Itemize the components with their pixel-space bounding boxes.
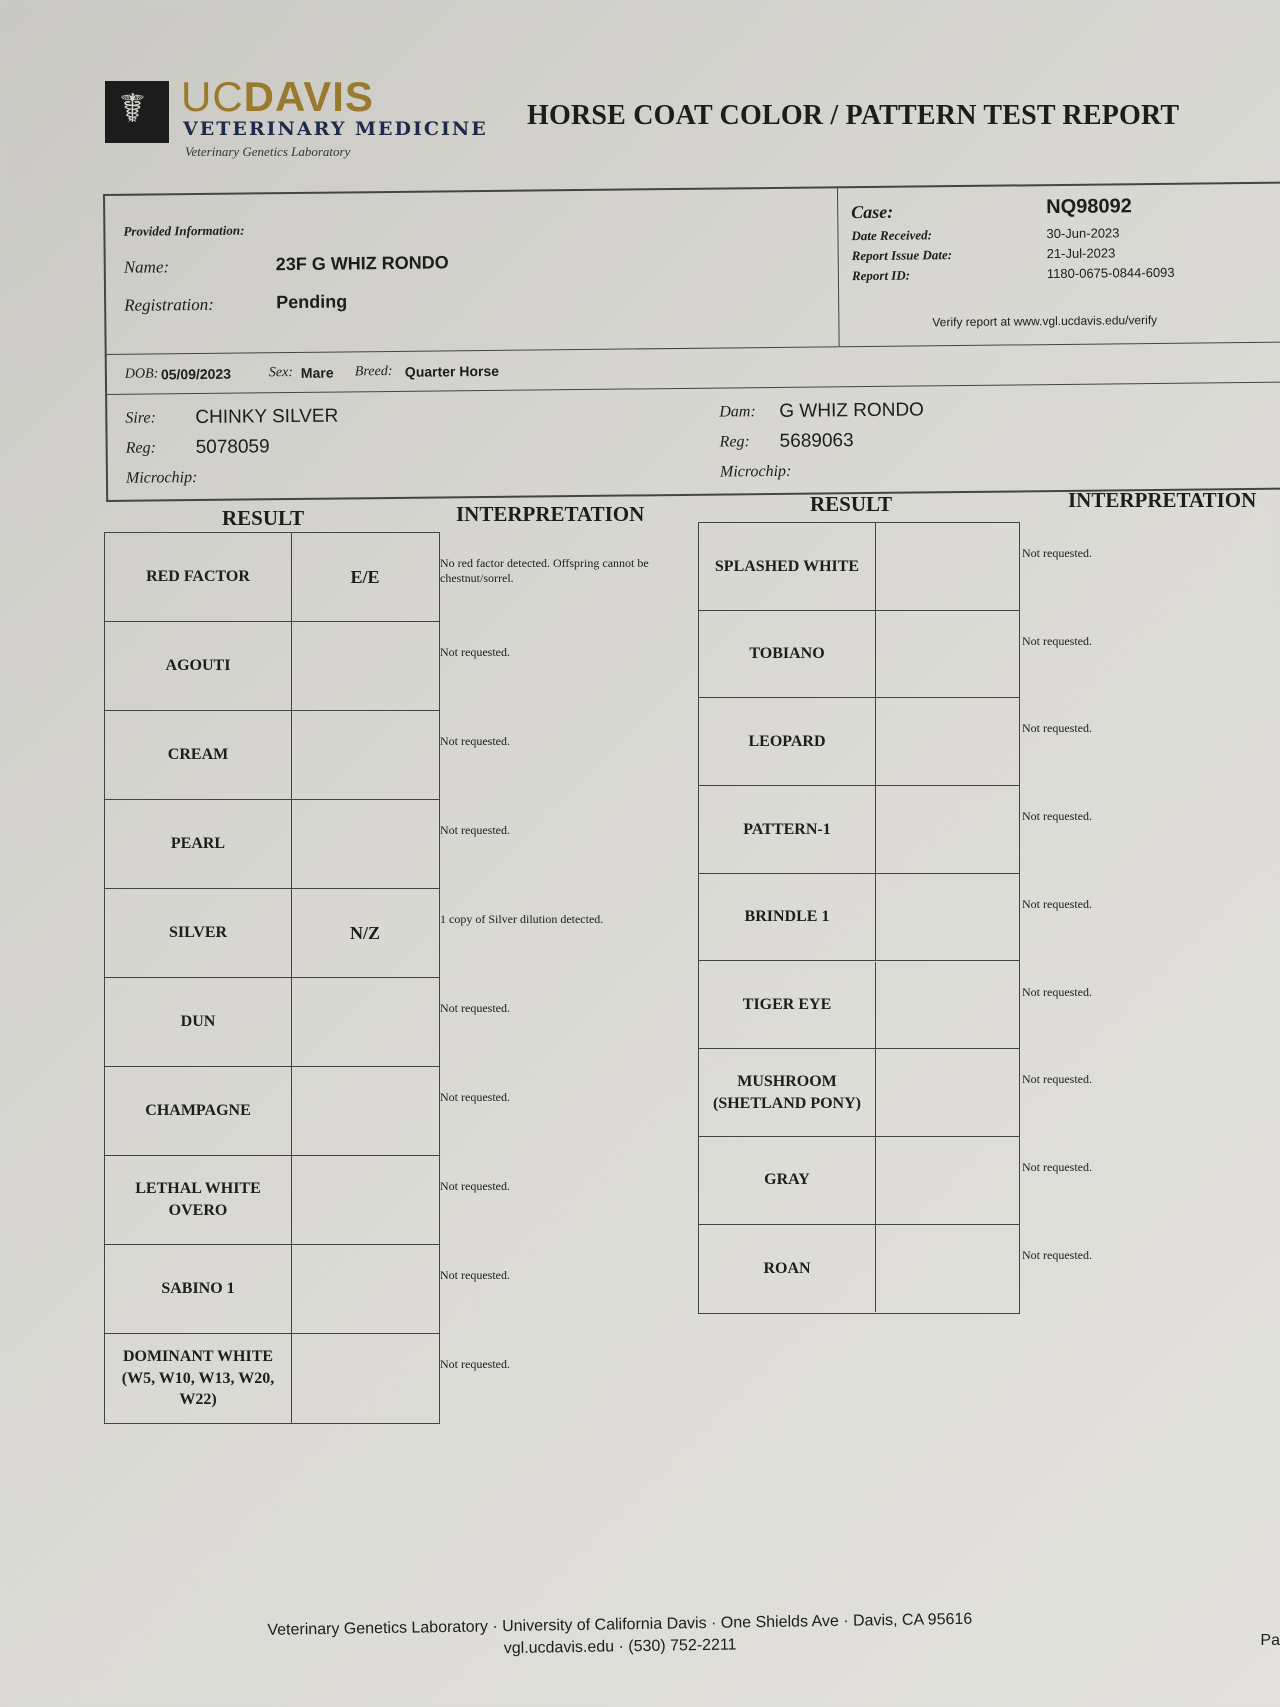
- right-interpretation-header: INTERPRETATION: [1068, 488, 1257, 512]
- test-interpretation: Not requested.: [440, 823, 510, 837]
- test-interpretation: Not requested.: [440, 1357, 510, 1371]
- test-name: TOBIANO: [699, 611, 876, 698]
- issue-date-label: Report Issue Date:: [851, 247, 953, 264]
- test-result: [291, 978, 439, 1066]
- test-interpretation: No red factor detected. Offspring cannot be chestnut/sorrel.: [440, 556, 649, 585]
- test-result: [875, 962, 1019, 1049]
- dam-name: G WHIZ RONDO: [779, 399, 925, 422]
- test-interpretation: Not requested.: [440, 1090, 510, 1104]
- footer: [0, 1604, 1280, 1669]
- test-name: CHAMPAGNE: [105, 1067, 292, 1155]
- result-row: [105, 800, 439, 889]
- provided-label: Provided Information:: [123, 222, 245, 239]
- sire-reg: 5078059: [195, 436, 270, 459]
- test-result: [875, 1225, 1019, 1313]
- test-result: E/E: [350, 566, 380, 587]
- result-row: [699, 786, 1019, 874]
- test-name: PEARL: [105, 800, 292, 888]
- left-interpretation-header: INTERPRETATION: [456, 502, 645, 526]
- test-name: PATTERN-1: [699, 786, 876, 873]
- case-info: [841, 184, 1280, 347]
- result-row: [699, 1137, 1019, 1225]
- verify-link[interactable]: Verify report at www.vgl.ucdavis.edu/verify: [932, 312, 1158, 330]
- footer-contact: vgl.ucdavis.edu · (530) 752-2211: [503, 1636, 737, 1658]
- date-received: 30-Jun-2023: [1046, 225, 1120, 242]
- registration-value: Pending: [276, 291, 348, 313]
- test-interpretation: Not requested.: [1022, 633, 1092, 648]
- test-interpretation: Not requested.: [1022, 809, 1092, 824]
- test-name: LETHAL WHITE OVERO: [105, 1156, 292, 1244]
- report-id-label: Report ID:: [851, 267, 911, 284]
- test-name: SILVER: [105, 889, 292, 977]
- test-interpretation: Not requested.: [440, 1268, 510, 1282]
- test-name: CREAM: [105, 711, 292, 799]
- test-interpretation: Not requested.: [1022, 1072, 1092, 1087]
- test-interpretation: Not requested.: [1022, 1247, 1092, 1262]
- caduceus-icon: ☤: [105, 81, 169, 143]
- horse-name: 23F G WHIZ RONDO: [275, 252, 449, 275]
- dob-value: 05/09/2023: [160, 365, 232, 383]
- test-result: [875, 611, 1019, 698]
- logo-vet-medicine: VETERINARY MEDICINE: [183, 118, 488, 140]
- parents-row: [107, 382, 1280, 498]
- test-name: BRINDLE 1: [699, 874, 876, 961]
- result-row: [105, 622, 439, 711]
- result-row: [105, 889, 439, 978]
- test-interpretation: Not requested.: [440, 1179, 510, 1193]
- result-row: [105, 1245, 439, 1334]
- left-results-table: [104, 532, 440, 1424]
- test-result: [291, 711, 439, 799]
- result-row: [105, 978, 439, 1067]
- test-interpretation: Not requested.: [1022, 721, 1092, 736]
- test-interpretation: Not requested.: [440, 645, 510, 659]
- result-row: [699, 874, 1019, 962]
- case-id: NQ98092: [1046, 195, 1132, 219]
- breed-value: Quarter Horse: [404, 362, 500, 380]
- test-result: [875, 698, 1019, 785]
- provided-info: [105, 188, 840, 354]
- result-row: [105, 1156, 439, 1245]
- logo-lab-name: Veterinary Genetics Laboratory: [185, 144, 351, 159]
- test-result: [291, 1245, 439, 1333]
- test-interpretation: Not requested.: [1022, 984, 1092, 999]
- result-row: [699, 698, 1019, 786]
- test-result: [291, 1156, 439, 1244]
- breed-label: Breed:: [354, 363, 393, 380]
- sire-name: CHINKY SILVER: [195, 405, 339, 429]
- dam-label: Dam:: [719, 403, 756, 421]
- footer-address: Veterinary Genetics Laboratory · University of California Davis · One Shields Ave · Davis, CA 95616: [267, 1610, 973, 1639]
- result-row: [105, 1067, 439, 1156]
- test-result: [291, 1334, 439, 1423]
- test-result: [875, 874, 1019, 961]
- name-label: Name:: [123, 257, 170, 277]
- test-name: SABINO 1: [105, 1245, 292, 1333]
- test-interpretation: Not requested.: [1022, 1159, 1092, 1174]
- report-title: HORSE COAT COLOR / PATTERN TEST REPORT: [527, 100, 1180, 131]
- test-interpretation: Not requested.: [1022, 546, 1092, 560]
- test-result: [875, 1049, 1019, 1136]
- test-result: [875, 1137, 1019, 1224]
- ucdavis-logo: [105, 73, 495, 168]
- sex-value: Mare: [300, 364, 334, 381]
- info-box: [103, 182, 1280, 502]
- test-result: [875, 523, 1019, 610]
- test-name: DUN: [105, 978, 292, 1066]
- test-name: GRAY: [699, 1137, 876, 1224]
- test-name: ROAN: [699, 1225, 876, 1313]
- sire-label: Sire:: [125, 409, 156, 427]
- test-name: TIGER EYE: [699, 962, 876, 1049]
- right-results-table: [698, 522, 1020, 1314]
- test-interpretation: Not requested.: [440, 734, 510, 748]
- right-result-header: RESULT: [810, 492, 893, 516]
- test-interpretation: Not requested.: [1022, 896, 1092, 911]
- result-row: [699, 1225, 1019, 1313]
- left-result-header: RESULT: [222, 506, 305, 530]
- dob-label: DOB:: [124, 366, 159, 382]
- test-result: [291, 622, 439, 710]
- test-interpretation: 1 copy of Silver dilution detected.: [440, 912, 604, 926]
- page-number: Pa: [1260, 1632, 1280, 1649]
- result-row: [105, 711, 439, 800]
- test-name: AGOUTI: [105, 622, 292, 710]
- test-name: DOMINANT WHITE (W5, W10, W13, W20, W22): [105, 1334, 292, 1423]
- result-row: [105, 1334, 439, 1423]
- dam-microchip-label: Microchip:: [719, 462, 792, 481]
- test-name: SPLASHED WHITE: [699, 523, 876, 610]
- dam-reg: 5689063: [779, 430, 854, 452]
- result-row: [105, 533, 439, 622]
- result-row: [699, 611, 1019, 699]
- registration-label: Registration:: [124, 294, 214, 315]
- sire-reg-label: Reg:: [125, 439, 156, 457]
- test-name: RED FACTOR: [105, 533, 292, 621]
- test-result: [291, 800, 439, 888]
- logo-wordmark: UCDAVIS: [181, 73, 374, 120]
- result-row: [699, 523, 1019, 611]
- test-result: [875, 786, 1019, 873]
- report-id: 1180-0675-0844-6093: [1046, 264, 1175, 282]
- test-interpretation: Not requested.: [440, 1001, 510, 1015]
- sex-label: Sex:: [268, 365, 294, 381]
- test-name: MUSHROOM (SHETLAND PONY): [699, 1049, 876, 1136]
- info-row-top: [105, 184, 1280, 355]
- date-received-label: Date Received:: [851, 227, 933, 244]
- issue-date: 21-Jul-2023: [1046, 245, 1116, 262]
- sire-microchip-label: Microchip:: [125, 469, 198, 487]
- test-result: [291, 1067, 439, 1155]
- result-row: [699, 962, 1019, 1050]
- result-row: [699, 1049, 1019, 1137]
- case-label: Case:: [851, 201, 894, 223]
- test-name: LEOPARD: [699, 698, 876, 785]
- test-result: N/Z: [349, 922, 380, 943]
- dam-reg-label: Reg:: [719, 433, 750, 451]
